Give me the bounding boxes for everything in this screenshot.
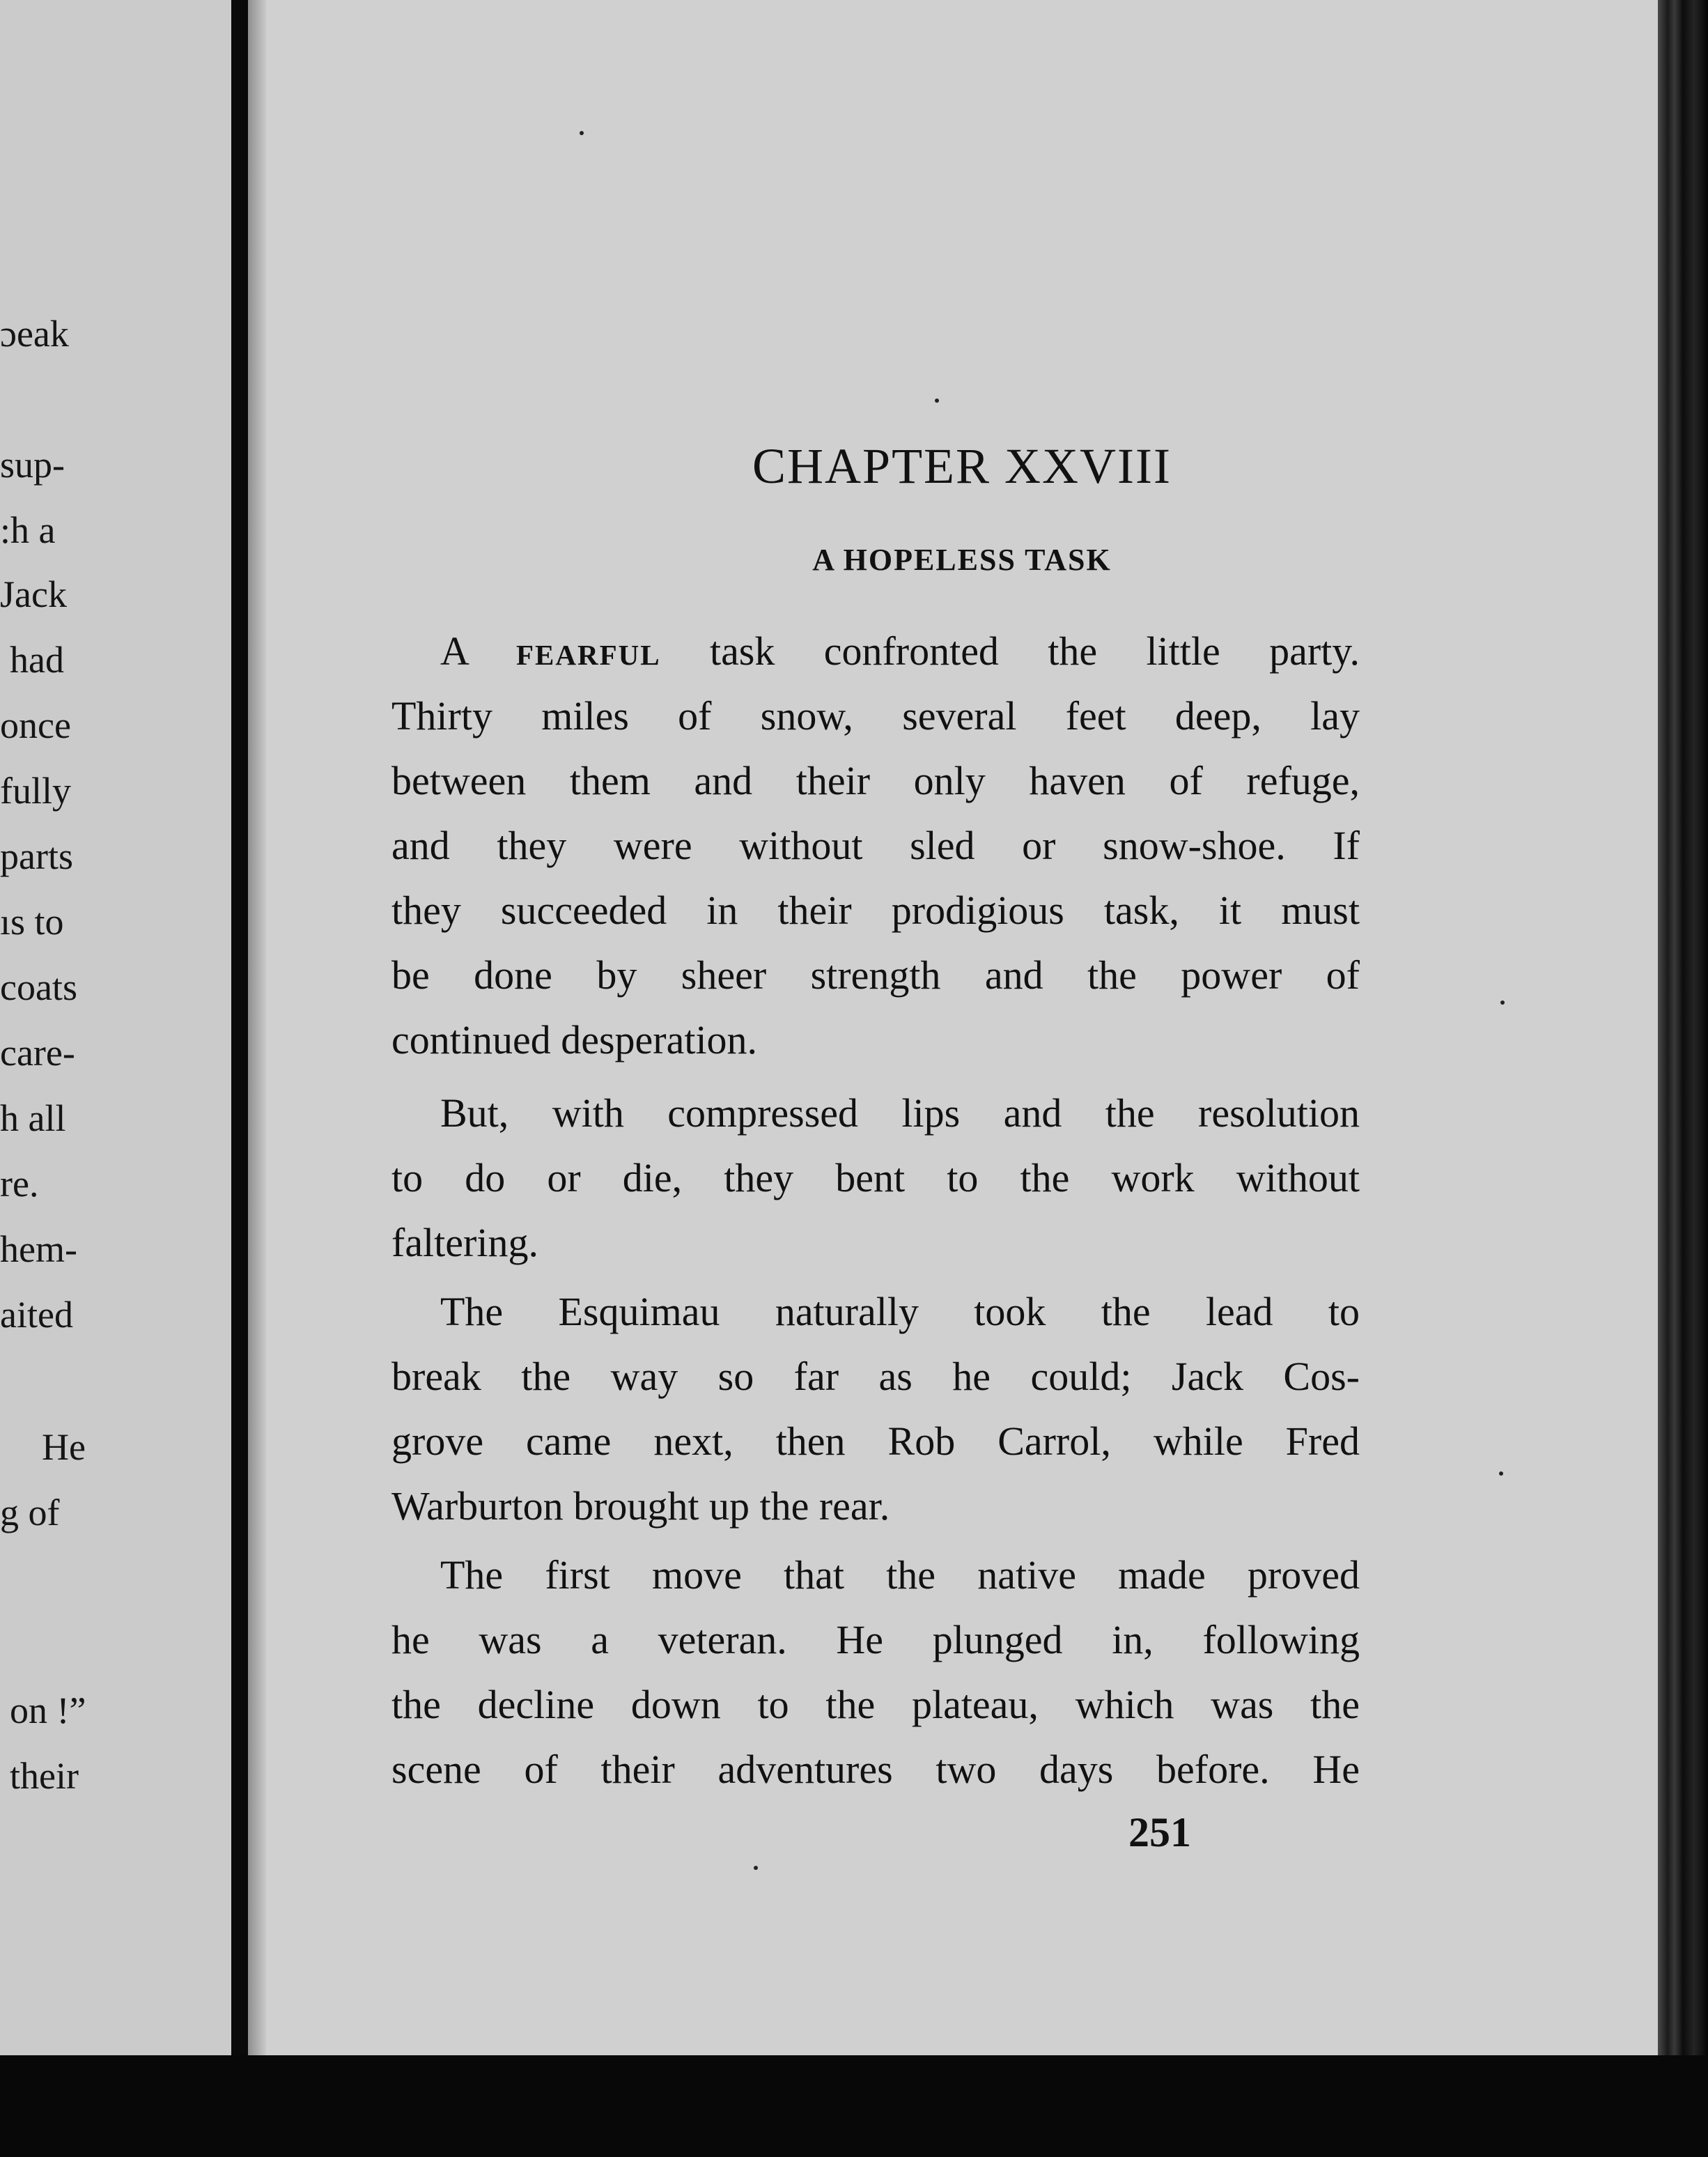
text-line: the decline down to the plateau, which was the — [391, 1682, 1360, 1727]
left-page-line: re. — [0, 1163, 39, 1205]
left-page-line: h all — [0, 1097, 66, 1139]
text-line: The first move that the native made proved — [440, 1552, 1360, 1598]
left-page-line: sup- — [0, 444, 65, 486]
left-page-line: care- — [0, 1032, 75, 1074]
paragraph-3 — [391, 1279, 1360, 1538]
left-facing-page — [0, 0, 231, 2055]
text-line: between them and their only haven of refuge, — [391, 758, 1360, 803]
left-page-line: coats — [0, 966, 77, 1008]
page-number: 251 — [1128, 1809, 1191, 1855]
left-page-line: ɔeak — [0, 313, 69, 355]
text-line-rest: task confronted the little party. — [660, 628, 1360, 674]
paragraph-4 — [391, 1543, 1360, 1802]
left-page-line: once — [0, 704, 71, 746]
left-page-line: ıs to — [0, 901, 64, 943]
text-line: grove came next, then Rob Carrol, while Fred — [391, 1418, 1360, 1464]
text-line: be done by sheer strength and the power of — [391, 952, 1360, 998]
text-line: The Esquimau naturally took the lead to — [440, 1289, 1360, 1334]
text-line: they succeeded in their prodigious task, it must — [391, 888, 1360, 933]
left-page-line: parts — [0, 835, 73, 877]
text-line: he was a veteran. He plunged in, following — [391, 1617, 1360, 1662]
ink-speck — [1499, 1471, 1503, 1476]
paragraph-1 — [391, 619, 1360, 1072]
ink-speck — [580, 131, 584, 135]
page-edge-right — [1658, 0, 1708, 2055]
left-page-line: fully — [0, 770, 71, 812]
left-page-line: Jack — [0, 573, 67, 615]
text-line: But, with compressed lips and the resolution — [440, 1090, 1360, 1136]
chapter-subtitle: A HOPELESS TASK — [812, 543, 1112, 577]
text-line: break the way so far as he could; Jack Cos- — [391, 1354, 1360, 1399]
left-page-line: :h a — [0, 509, 56, 551]
left-page-line: g of — [0, 1492, 60, 1533]
gutter-shadow — [248, 0, 266, 2055]
text-line — [391, 619, 1360, 683]
left-page-line: He — [42, 1426, 86, 1468]
ink-speck — [754, 1866, 758, 1870]
book-gutter — [231, 0, 248, 2055]
left-page-line: their — [10, 1755, 79, 1797]
scan-bottom-edge — [0, 2055, 1708, 2157]
text-line: faltering. — [391, 1220, 538, 1265]
left-page-line: hem- — [0, 1228, 77, 1270]
small-caps-word: fearful — [516, 628, 661, 674]
text-line: and they were without sled or snow-shoe. If — [391, 823, 1360, 868]
left-page-line: on !” — [10, 1690, 86, 1731]
paragraph-2 — [391, 1081, 1360, 1275]
left-page-line: had — [10, 639, 64, 681]
ink-speck — [1500, 1000, 1505, 1005]
chapter-title: CHAPTER XXVIII — [752, 438, 1172, 494]
text-line: continued desperation. — [391, 1017, 758, 1062]
text-line: Thirty miles of snow, several feet deep, lay — [391, 693, 1360, 739]
left-page-line: aited — [0, 1294, 73, 1336]
opening-word: A — [440, 628, 517, 674]
text-line: scene of their adventures two days before. He — [391, 1747, 1360, 1792]
ink-speck — [935, 399, 939, 403]
text-line: Warburton brought up the rear. — [391, 1483, 890, 1529]
text-line: to do or die, they bent to the work without — [391, 1155, 1360, 1200]
